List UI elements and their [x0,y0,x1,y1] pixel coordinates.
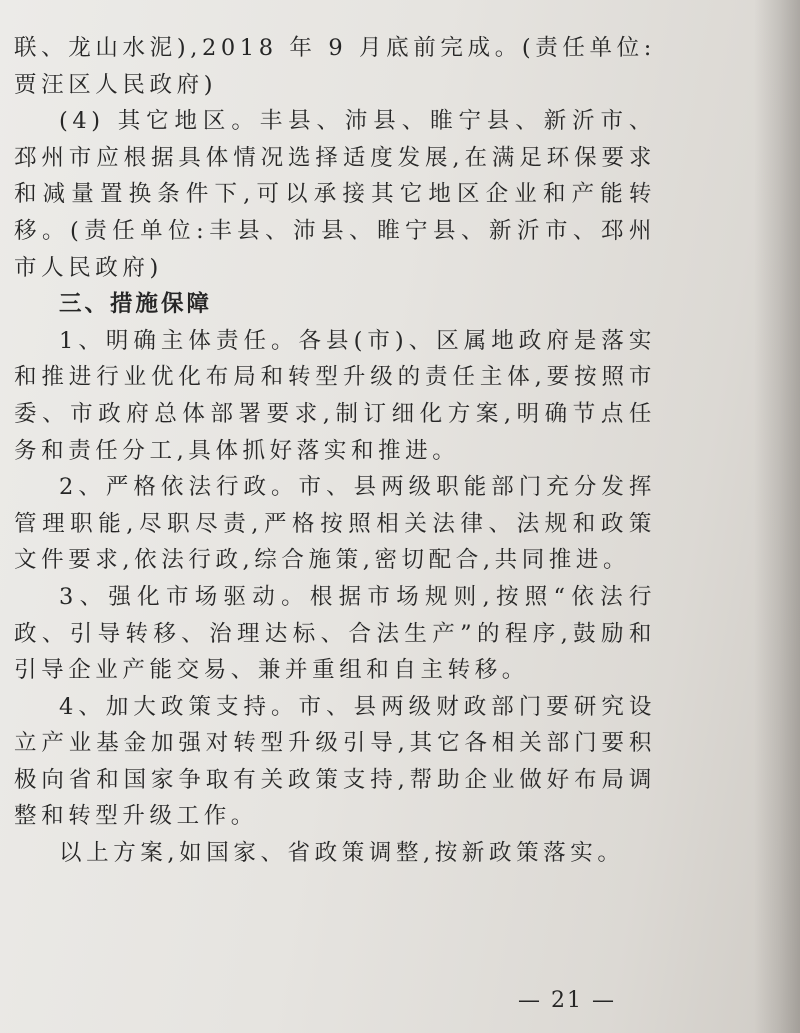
paragraph-closing: 以上方案,如国家、省政策调整,按新政策落实。 [59,840,625,867]
paragraph-measure-1: 1、明确主体责任。各县(市)、区属地政府是落实和推进行业优化布局和转型升级的责任主体,要按照市委、市政府总体部署要求,制订细化方案,明确节点任务和责任分工,具体抓好落实和推进。 [14,327,656,464]
section-heading: 三、措施保障 [59,291,213,318]
paragraph-measure-2: 2、严格依法行政。市、县两级职能部门充分发挥管理职能,尽职尽责,严格按照相关法律、法规和政策文件要求,依法行政,综合施策,密切配合,共同推进。 [14,474,656,574]
paragraph-measure-3: 3、强化市场驱动。根据市场规则,按照“依法行政、引导转移、治理达标、合法生产”的程序,鼓励和引导企业产能交易、兼并重组和自主转移。 [14,583,656,684]
paragraph-other-regions: (4) 其它地区。丰县、沛县、睢宁县、新沂市、邳州市应根据具体情况选择适度发展,在满足环保要求和减量置换条件下,可以承接其它地区企业和产能转移。(责任单位:丰县、沛县、睢宁县、新沂市、邳州市人民政府) [14,108,656,281]
paragraph-continuation: 联、龙山水泥),2018 年 9 月底前完成。(责任单位:贾汪区人民政府) [14,35,656,98]
page-number: — 21 — [518,988,616,1013]
page-edge-shadow [754,0,800,1033]
document-body [14,30,656,872]
paragraph-measure-4: 4、加大政策支持。市、县两级财政部门要研究设立产业基金加强对转型升级引导,其它各相关部门要积极向省和国家争取有关政策支持,帮助企业做好布局调整和转型升级工作。 [14,693,656,830]
